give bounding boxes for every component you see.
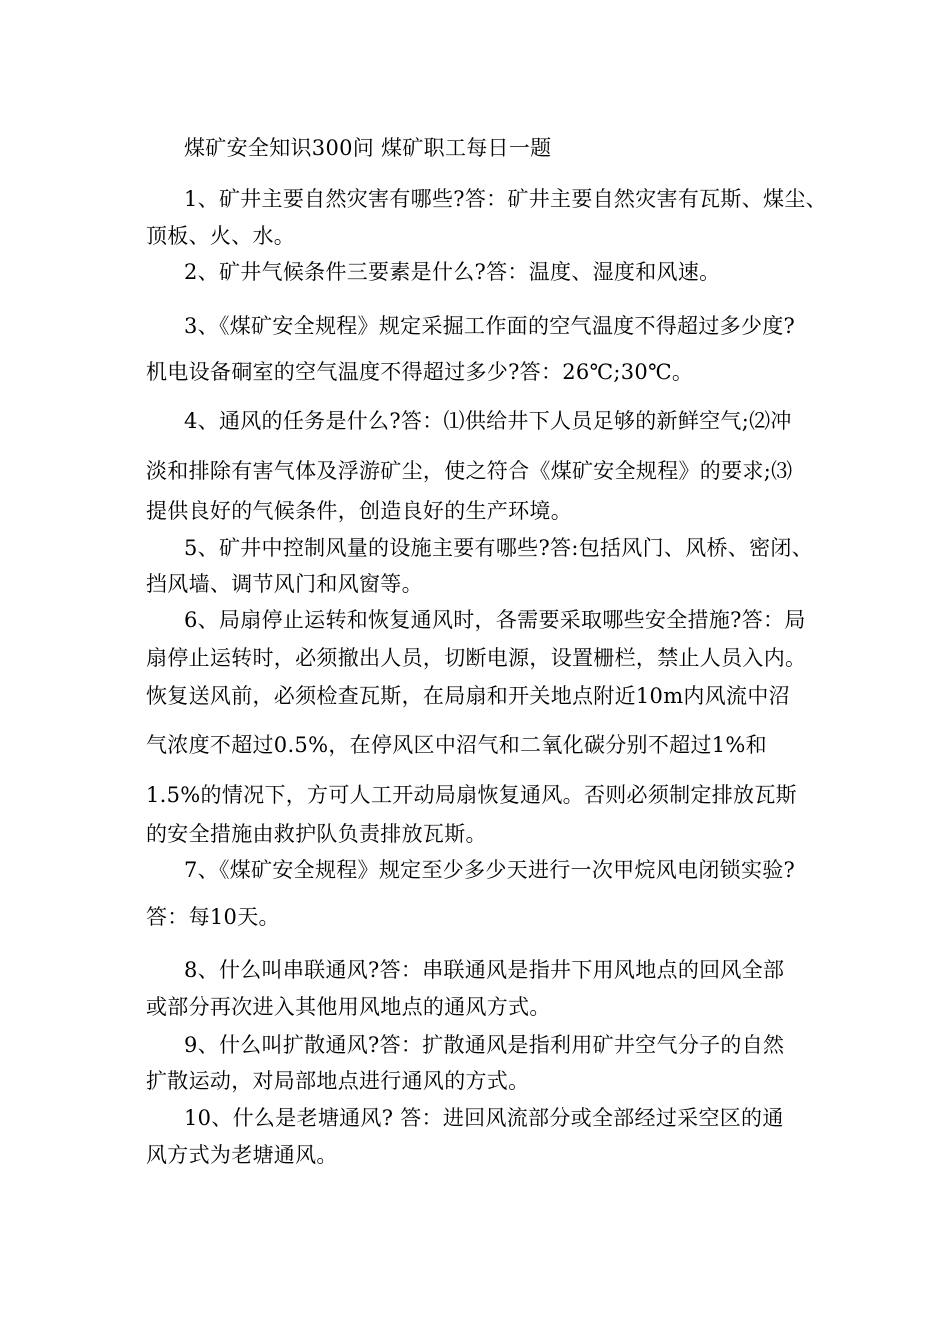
paragraph-line: 淡和排除有害气体及浮游矿尘，使之符合《煤矿安全规程》的要求;⑶: [146, 459, 793, 483]
paragraph-line: 10、什么是老塘通风? 答：进回风流部分或全部经过采空区的通: [184, 1106, 784, 1130]
paragraph-line: 顶板、火、水。: [146, 224, 296, 248]
paragraph-line: 机电设备硐室的空气温度不得超过多少?答：26℃;30℃。: [146, 360, 694, 384]
paragraph-line: 6、局扇停止运转和恢复通风时，各需要采取哪些安全措施?答：局: [184, 608, 806, 632]
paragraph-line: 恢复送风前，必须检查瓦斯，在局扇和开关地点附近10m内风流中沼: [146, 684, 790, 708]
paragraph-line: 或部分再次进入其他用风地点的通风方式。: [146, 995, 551, 1019]
paragraph-line: 的安全措施由救护队负责排放瓦斯。: [146, 822, 487, 846]
paragraph-line: 答：每10天。: [146, 905, 280, 929]
paragraph-line: 8、什么叫串联通风?答：串联通风是指井下用风地点的回风全部: [184, 958, 785, 982]
paragraph-line: 7、《煤矿安全规程》规定至少多少天进行一次甲烷风电闭锁实验?: [184, 858, 796, 882]
paragraph-line: 2、矿井气候条件三要素是什么?答：温度、湿度和风速。: [184, 260, 721, 284]
paragraph-line: 1、矿井主要自然灾害有哪些?答：矿井主要自然灾害有瓦斯、煤尘、: [184, 187, 827, 211]
paragraph-line: 5、矿井中控制风量的设施主要有哪些?答:包括风门、风桥、密闭、: [184, 536, 813, 560]
paragraph-line: 9、什么叫扩散通风?答：扩散通风是指利用矿井空气分子的自然: [184, 1033, 785, 1057]
paragraph-line: 3、《煤矿安全规程》规定采掘工作面的空气温度不得超过多少度?: [184, 314, 796, 338]
paragraph-line: 风方式为老塘通风。: [146, 1143, 338, 1167]
paragraph-line: 提供良好的气候条件，创造良好的生产环境。: [146, 499, 572, 523]
paragraph-line: 1.5%的情况下，方可人工开动局扇恢复通风。否则必须制定排放瓦斯: [146, 783, 797, 807]
paragraph-line: 4、通风的任务是什么?答：⑴供给井下人员足够的新鲜空气;⑵冲: [184, 409, 792, 433]
paragraph-line: 扇停止运转时，必须撤出人员，切断电源，设置栅栏，禁止人员入内。: [146, 646, 807, 670]
document-title: 煤矿安全知识300问 煤矿职工每日一题: [184, 136, 552, 160]
paragraph-line: 气浓度不超过0.5%，在停风区中沼气和二氧化碳分别不超过1%和: [146, 733, 767, 757]
paragraph-line: 挡风墙、调节风门和风窗等。: [146, 572, 423, 596]
paragraph-line: 扩散运动，对局部地点进行通风的方式。: [146, 1069, 530, 1093]
